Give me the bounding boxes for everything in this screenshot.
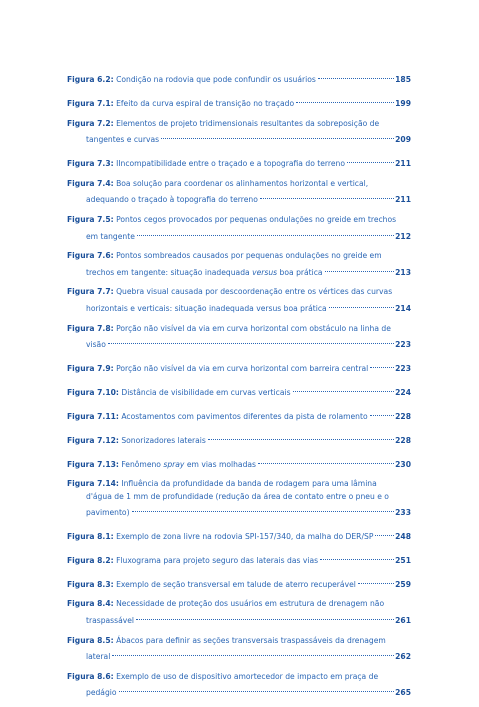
figure-label: Figura 8.3: <box>67 579 114 589</box>
toc-entry-line <box>67 491 411 503</box>
toc-entry[interactable] <box>67 407 411 424</box>
leader-dots <box>107 335 394 347</box>
figure-label: Figura 7.1: <box>67 99 114 109</box>
figure-label: Figura 8.5: <box>67 635 114 645</box>
figure-caption: Condição na rodovia que pode confundir os usuários <box>116 75 316 85</box>
figure-label: Figura 8.2: <box>67 555 114 565</box>
figure-label: Figura 7.11: <box>67 411 119 421</box>
leader-dots <box>292 383 395 395</box>
figure-caption: Exemplo de seção transversal em talude de aterro recuperável <box>116 579 356 589</box>
figure-label: Figura 8.4: <box>67 599 114 609</box>
toc-entry-line <box>67 598 411 610</box>
toc-entry-line <box>67 130 411 147</box>
figure-caption: traspassável <box>86 616 135 625</box>
page-number: 209 <box>395 135 411 145</box>
toc-entry-line <box>67 575 411 592</box>
figure-caption: Necessidade de proteção dos usuários em estrutura de drenagem não <box>116 599 385 609</box>
toc-entry[interactable] <box>67 575 411 592</box>
page-number: 233 <box>395 508 411 518</box>
toc-entry[interactable] <box>67 671 411 700</box>
toc-entry[interactable] <box>67 154 411 171</box>
figure-caption: horizontais e verticais: situação inadequada versus boa prática <box>86 304 327 314</box>
page-number: 214 <box>395 304 411 314</box>
toc-entry[interactable] <box>67 551 411 568</box>
toc-entry[interactable] <box>67 286 411 315</box>
leader-dots <box>257 454 394 466</box>
toc-entry-line <box>67 454 411 471</box>
toc-entry-line <box>67 190 411 207</box>
list-of-figures <box>67 70 411 707</box>
page-number: 248 <box>395 532 411 542</box>
leader-dots <box>111 647 394 659</box>
toc-entry-line <box>67 635 411 647</box>
figure-caption: trechos em tangente: situação inadequada versus boa prática <box>86 267 323 277</box>
figure-caption: Fluxograma para projeto seguro das laterais das vias <box>116 555 319 565</box>
page-number: 224 <box>395 387 411 397</box>
page-number: 251 <box>395 555 411 565</box>
toc-entry-line <box>67 250 411 262</box>
figure-caption: pavimento) <box>86 508 130 518</box>
figure-label: Figura 7.6: <box>67 251 114 261</box>
figure-caption: Ábacos para definir as seções transversais traspassáveis da drenagem <box>116 635 386 645</box>
toc-entry-line <box>67 647 411 664</box>
figure-label: Figura 7.7: <box>67 287 114 297</box>
leader-dots <box>357 575 394 587</box>
toc-entry-line <box>67 70 411 87</box>
toc-entry-line <box>67 263 411 280</box>
toc-entry-line <box>67 286 411 298</box>
page-number: 228 <box>395 435 411 445</box>
leader-dots <box>346 154 394 166</box>
figure-label: Figura 8.6: <box>67 671 114 681</box>
toc-entry-line <box>67 527 411 544</box>
toc-entry-line <box>67 335 411 352</box>
page-number: 265 <box>395 688 411 698</box>
figure-caption: Exemplo de zona livre na rodovia SPI-157/340, da malha do DER/SP <box>116 532 374 542</box>
toc-entry[interactable] <box>67 359 411 376</box>
toc-entry[interactable] <box>67 94 411 111</box>
leader-dots <box>319 551 394 563</box>
toc-entry-line <box>67 551 411 568</box>
toc-entry[interactable] <box>67 178 411 207</box>
toc-entry[interactable] <box>67 383 411 400</box>
page-number: 223 <box>395 340 411 350</box>
toc-entry-line <box>67 478 411 490</box>
figure-label: Figura 7.4: <box>67 178 114 188</box>
figure-caption: IIncompatibilidade entre o traçado e a topografia do terreno <box>116 159 345 169</box>
toc-entry-line <box>67 683 411 700</box>
toc-entry-line <box>67 671 411 683</box>
page-number: 228 <box>395 411 411 421</box>
toc-entry-line <box>67 407 411 424</box>
leader-dots <box>131 503 395 515</box>
toc-entry-line <box>67 226 411 243</box>
figure-label: Figura 7.13: <box>67 459 119 469</box>
leader-dots <box>369 359 394 371</box>
page-number: 259 <box>395 579 411 589</box>
toc-entry-line <box>67 383 411 400</box>
toc-entry-line <box>67 430 411 447</box>
figure-caption: Exemplo de uso de dispositivo amortecedor de impacto em praça de <box>116 671 379 681</box>
figure-label: Figura 7.14: <box>67 479 119 489</box>
toc-entry-line <box>67 359 411 376</box>
figure-caption: Influência da profundidade da banda de rodagem para uma lâmina <box>121 479 377 489</box>
leader-dots <box>374 527 394 539</box>
toc-entry[interactable] <box>67 598 411 627</box>
page-number: 261 <box>395 616 411 625</box>
page-number: 185 <box>395 75 411 85</box>
figure-caption: pedágio <box>86 688 117 698</box>
figure-caption: tangentes e curvas <box>86 135 160 145</box>
leader-dots <box>295 94 394 106</box>
page-number: 211 <box>395 195 411 205</box>
leader-dots <box>317 70 394 82</box>
toc-entry[interactable] <box>67 430 411 447</box>
toc-entry[interactable] <box>67 214 411 243</box>
figure-label: Figura 7.8: <box>67 323 114 333</box>
figure-caption: Quebra visual causada por descoordenação entre os vértices das curvas <box>116 287 393 297</box>
figure-label: Figura 7.3: <box>67 159 114 169</box>
toc-entry-line <box>67 178 411 190</box>
page-number: 211 <box>395 159 411 169</box>
leader-dots <box>324 263 395 275</box>
figure-label: Figura 7.2: <box>67 118 114 128</box>
page-number: 230 <box>395 459 411 469</box>
figure-caption: Pontos cegos provocados por pequenas ondulações no greide em trechos <box>116 215 397 225</box>
toc-entry[interactable] <box>67 527 411 544</box>
figure-label: Figura 6.2: <box>67 75 114 85</box>
figure-label: Figura 7.12: <box>67 435 119 445</box>
leader-dots <box>369 407 395 419</box>
figure-caption: Pontos sombreados causados por pequenas ondulações no greide em <box>116 251 382 261</box>
toc-entry-line <box>67 299 411 316</box>
figure-label: Figura 7.10: <box>67 387 119 397</box>
leader-dots <box>136 226 394 238</box>
page-number: 213 <box>395 267 411 277</box>
figure-caption: Acostamentos com pavimentos diferentes da pista de rolamento <box>121 411 368 421</box>
toc-entry[interactable] <box>67 250 411 279</box>
figure-caption: em tangente <box>86 231 135 241</box>
toc-entry-line <box>67 154 411 171</box>
figure-caption: visão <box>86 340 106 350</box>
page-number: 199 <box>395 99 411 109</box>
toc-entry[interactable] <box>67 454 411 471</box>
toc-entry[interactable] <box>67 635 411 664</box>
figure-caption: Distância de visibilidade em curvas verticais <box>121 387 291 397</box>
figure-caption: lateral <box>86 652 111 662</box>
leader-dots <box>259 190 394 202</box>
figure-label: Figura 8.1: <box>67 532 114 542</box>
toc-entry-line <box>67 214 411 226</box>
figure-caption: d'água de 1 mm de profundidade (redução da área de contato entre o pneu e o <box>86 491 389 501</box>
leader-dots <box>207 430 394 442</box>
figure-caption: Sonorizadores laterais <box>121 435 206 445</box>
toc-entry[interactable] <box>67 323 411 352</box>
toc-entry[interactable] <box>67 118 411 147</box>
toc-entry-line <box>67 323 411 335</box>
figure-caption: Boa solução para coordenar os alinhamentos horizontal e vertical, <box>116 178 369 188</box>
leader-dots <box>160 130 394 142</box>
leader-dots <box>328 299 394 311</box>
leader-dots <box>135 611 394 623</box>
toc-entry-line <box>67 118 411 130</box>
toc-entry[interactable] <box>67 70 411 87</box>
figure-caption: adequando o traçado à topografia do terreno <box>86 195 258 205</box>
toc-entry[interactable] <box>67 478 411 519</box>
figure-label: Figura 7.9: <box>67 364 114 374</box>
page-number: 212 <box>395 231 411 241</box>
figure-caption: Porção não visível da via em curva horizontal com barreira central <box>116 364 369 374</box>
toc-entry-line <box>67 503 411 520</box>
figure-label: Figura 7.5: <box>67 215 114 225</box>
figure-caption: Efeito da curva espiral de transição no traçado <box>116 99 295 109</box>
leader-dots <box>118 683 395 695</box>
toc-entry-line <box>67 94 411 111</box>
figure-caption: Porção não visível da via em curva horizontal com obstáculo na linha de <box>116 323 391 333</box>
figure-caption: Elementos de projeto tridimensionais resultantes da sobreposição de <box>116 118 380 128</box>
toc-entry-line <box>67 611 411 628</box>
page-number: 262 <box>395 652 411 662</box>
figure-caption: Fenômeno spray em vias molhadas <box>121 459 256 469</box>
page-number: 223 <box>395 364 411 374</box>
